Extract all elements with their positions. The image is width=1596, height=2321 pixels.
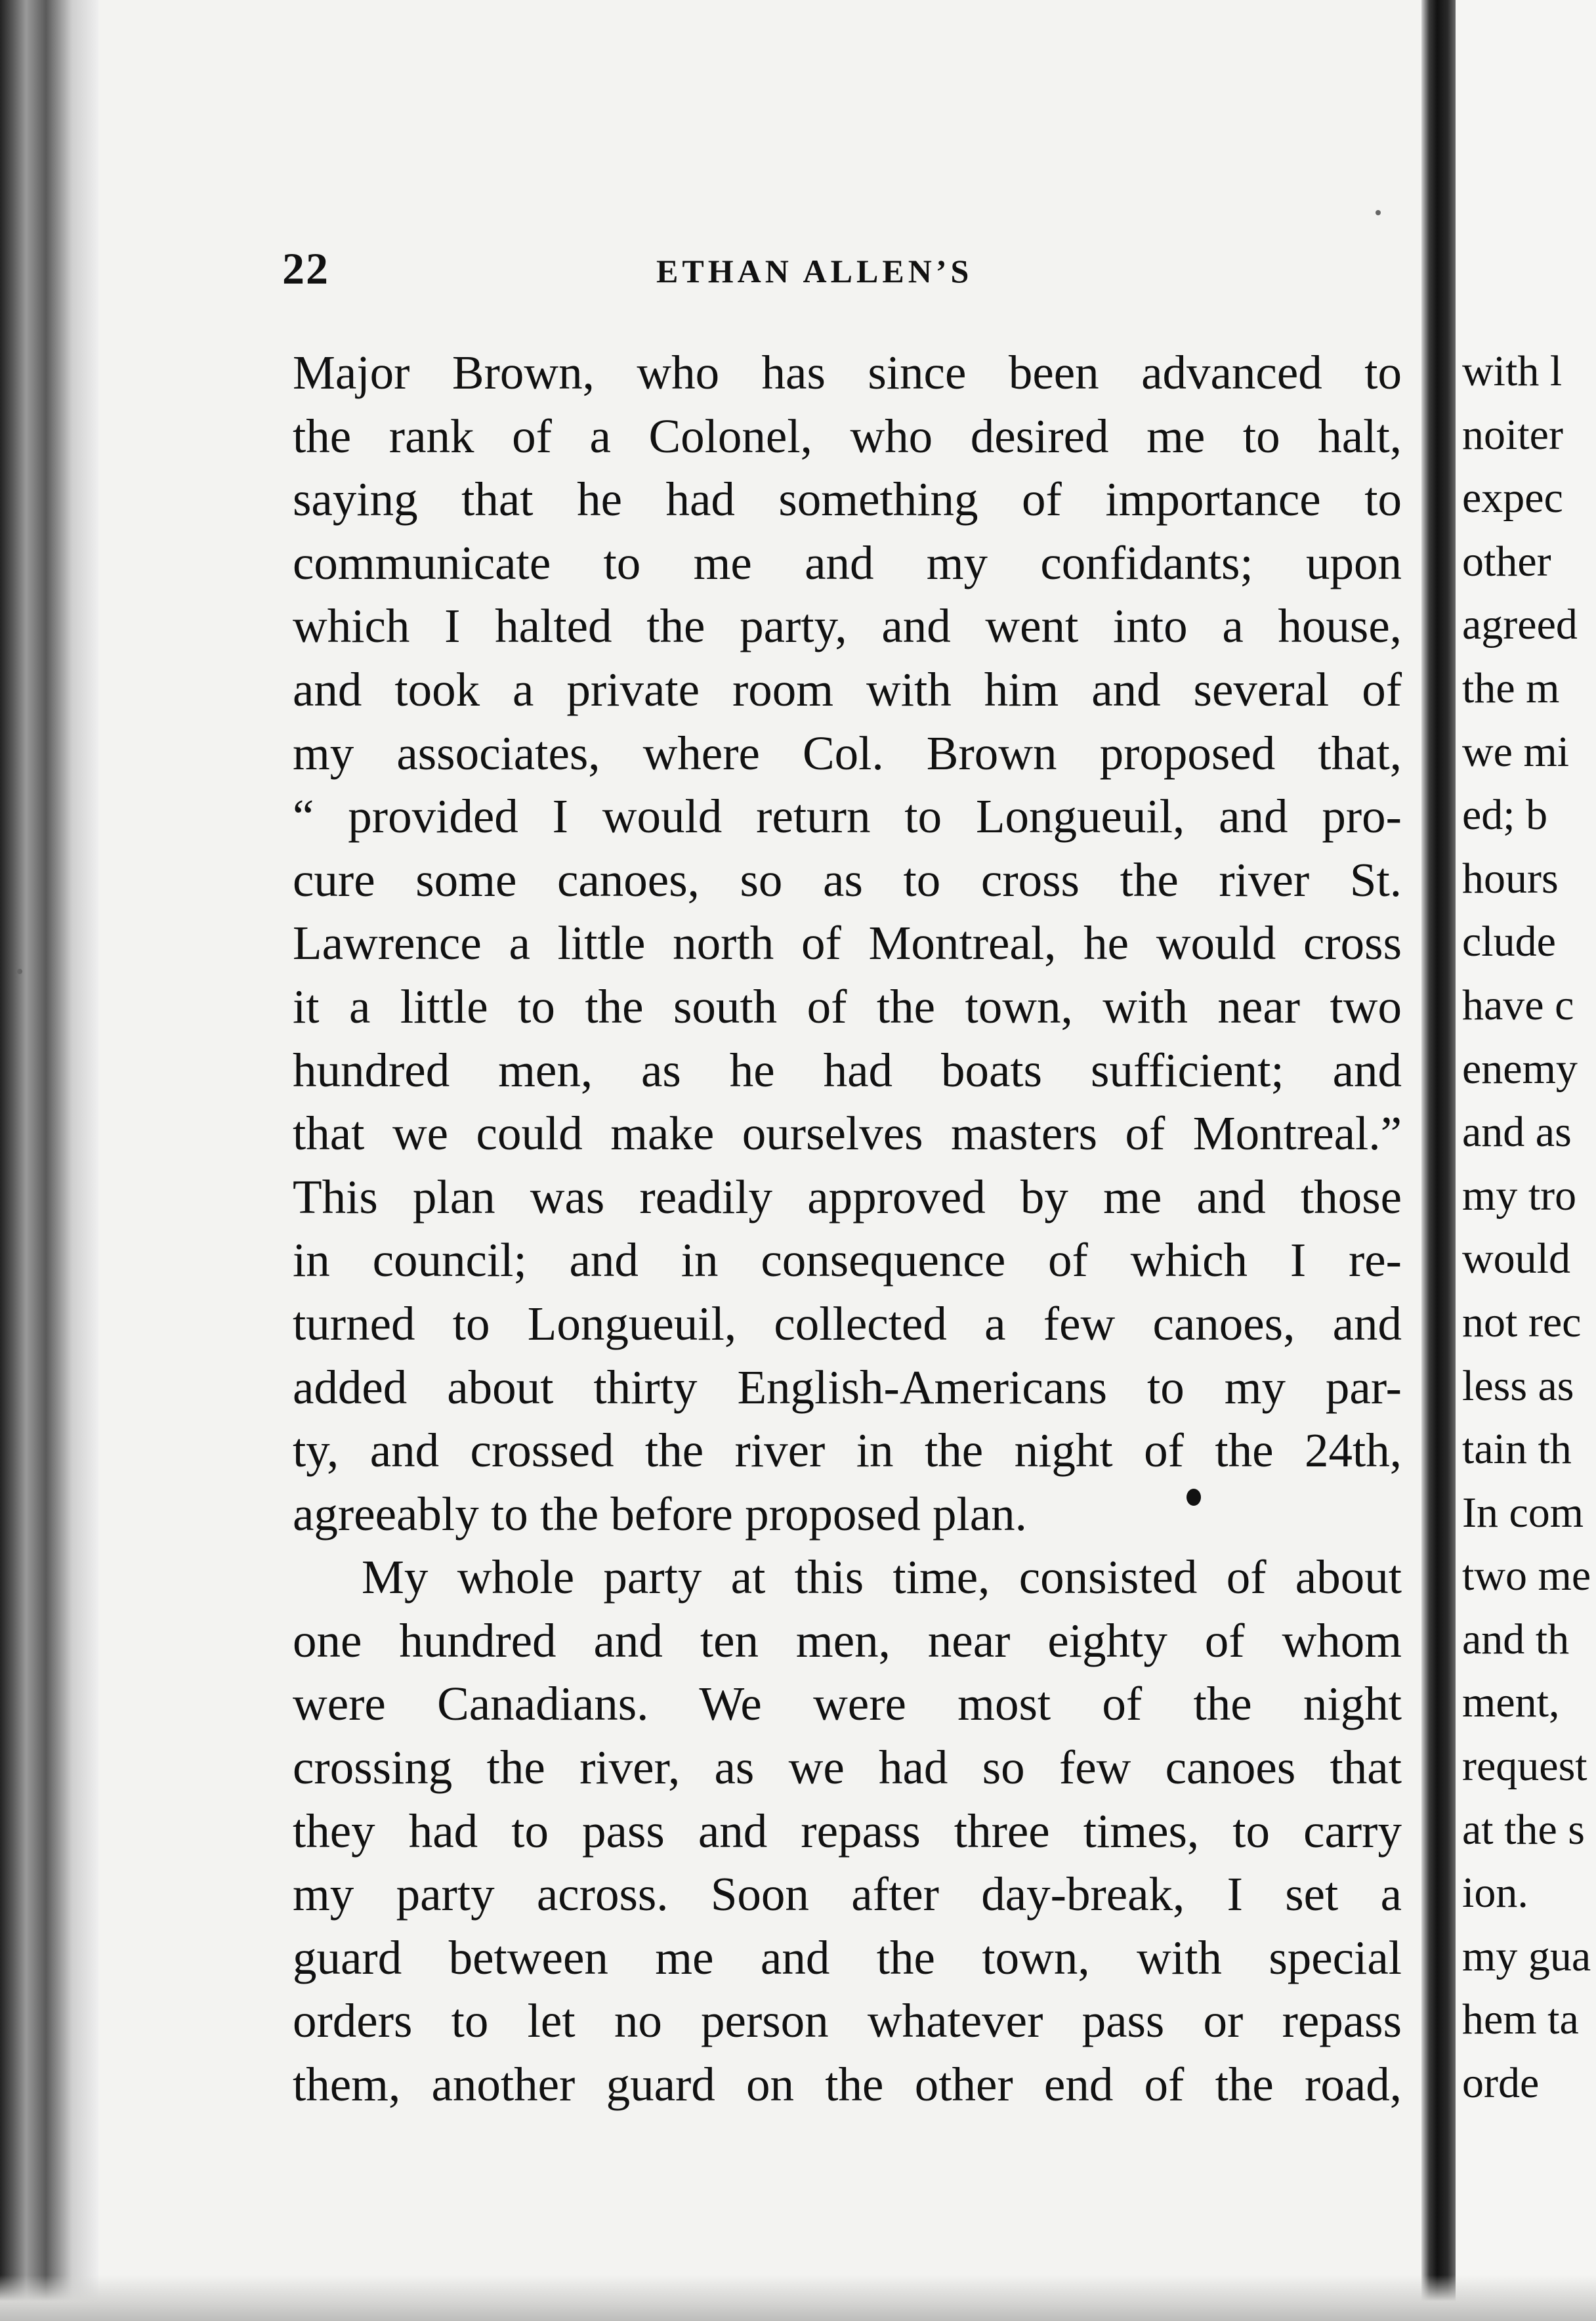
facing-text-fragment: at the s [1462,1805,1585,1854]
facing-text-fragment: less as [1462,1361,1574,1410]
text-line: Major Brown, who has since been advanced to [293,346,1402,399]
facing-text-fragment: two me [1462,1552,1591,1600]
facing-text-fragment: enemy [1462,1044,1578,1093]
facing-text-fragment: other [1462,537,1551,586]
running-head: ETHAN ALLEN’S [656,253,973,289]
text-line: turned to Longueuil, collected a few canoes, and [293,1296,1402,1350]
facing-text-fragment: the m [1462,664,1560,712]
facing-text-fragment: ion. [1462,1869,1528,1917]
text-line: cure some canoes, so as to cross the river St. [293,853,1402,906]
text-line: they had to pass and repass three times, to carry [293,1804,1402,1858]
facing-text-fragment: clude [1462,918,1556,966]
text-line: were Canadians. We were most of the night [293,1677,1402,1731]
facing-text-fragment: agreed [1462,601,1578,649]
facing-text-fragment: would [1462,1235,1570,1283]
facing-text-fragment: and as [1462,1108,1572,1157]
text-line: communicate to me and my confidants; upon [293,536,1402,589]
text-line: that we could make ourselves masters of Montreal.” [293,1107,1402,1160]
paper-speck [1376,210,1381,215]
text-line: the rank of a Colonel, who desired me to halt, [293,409,1402,463]
facing-text-fragment: hem ta [1462,1995,1579,2044]
facing-text-fragment: we mi [1462,727,1570,776]
facing-text-fragment: tain th [1462,1425,1572,1474]
text-line: them, another guard on the other end of the road, [293,2058,1402,2112]
text-line: crossing the river, as we had so few canoes that [293,1741,1402,1795]
text-line: saying that he had something of importance to [293,473,1402,526]
page-number: 22 [282,244,329,293]
facing-text-fragment: request [1462,1742,1587,1791]
paper-speck [17,969,22,974]
facing-text-fragment: my gua [1462,1932,1591,1980]
text-line: and took a private room with him and several of [293,662,1402,716]
book-spine-edge [0,0,98,2321]
facing-text-fragment: and th [1462,1615,1570,1663]
facing-text-fragment: orde [1462,2059,1540,2108]
text-line: in council; and in consequence of which I re- [293,1233,1402,1287]
facing-text-fragment: hours [1462,854,1559,903]
text-line: which I halted the party, and went into a house, [293,599,1402,653]
book-gutter [1421,0,1456,2321]
text-line: This plan was readily approved by me and those [293,1170,1402,1224]
text-line: my associates, where Col. Brown proposed that, [293,726,1402,780]
text-line: agreeably to the before proposed plan. [293,1487,1027,1541]
facing-text-fragment: ed; b [1462,791,1548,840]
text-line: guard between me and the town, with special [293,1930,1402,1984]
text-line: Lawrence a little north of Montreal, he would cross [293,916,1402,970]
ink-blot [1186,1489,1201,1506]
text-line: it a little to the south of the town, with near two [293,979,1402,1033]
page-bottom-shadow [0,2275,1596,2321]
body-text [293,341,1402,2117]
facing-text-fragment: not rec [1462,1298,1582,1346]
facing-text-fragment: noiter [1462,410,1563,459]
text-line: one hundred and ten men, near eighty of whom [293,1613,1402,1667]
text-line: orders to let no person whatever pass or repass [293,1994,1402,2048]
facing-text-fragment: expec [1462,474,1563,522]
text-line: ty, and crossed the river in the night of the 24th, [293,1424,1402,1478]
facing-text-fragment: have c [1462,981,1574,1029]
facing-text-fragment: my tro [1462,1171,1577,1220]
facing-text-fragment: In com [1462,1488,1584,1537]
facing-page-text [1462,340,1596,2116]
text-line: My whole party at this time, consisted of about [362,1550,1402,1604]
facing-text-fragment: ment, [1462,1678,1560,1727]
page-header [282,243,1424,302]
text-line: added about thirty English-Americans to my par- [293,1360,1402,1414]
text-line: “ provided I would return to Longueuil, and pro- [293,790,1402,843]
text-line: my party across. Soon after day-break, I set a [293,1867,1402,1921]
text-line: hundred men, as he had boats sufficient; and [293,1043,1402,1097]
facing-text-fragment: with l [1462,347,1563,395]
